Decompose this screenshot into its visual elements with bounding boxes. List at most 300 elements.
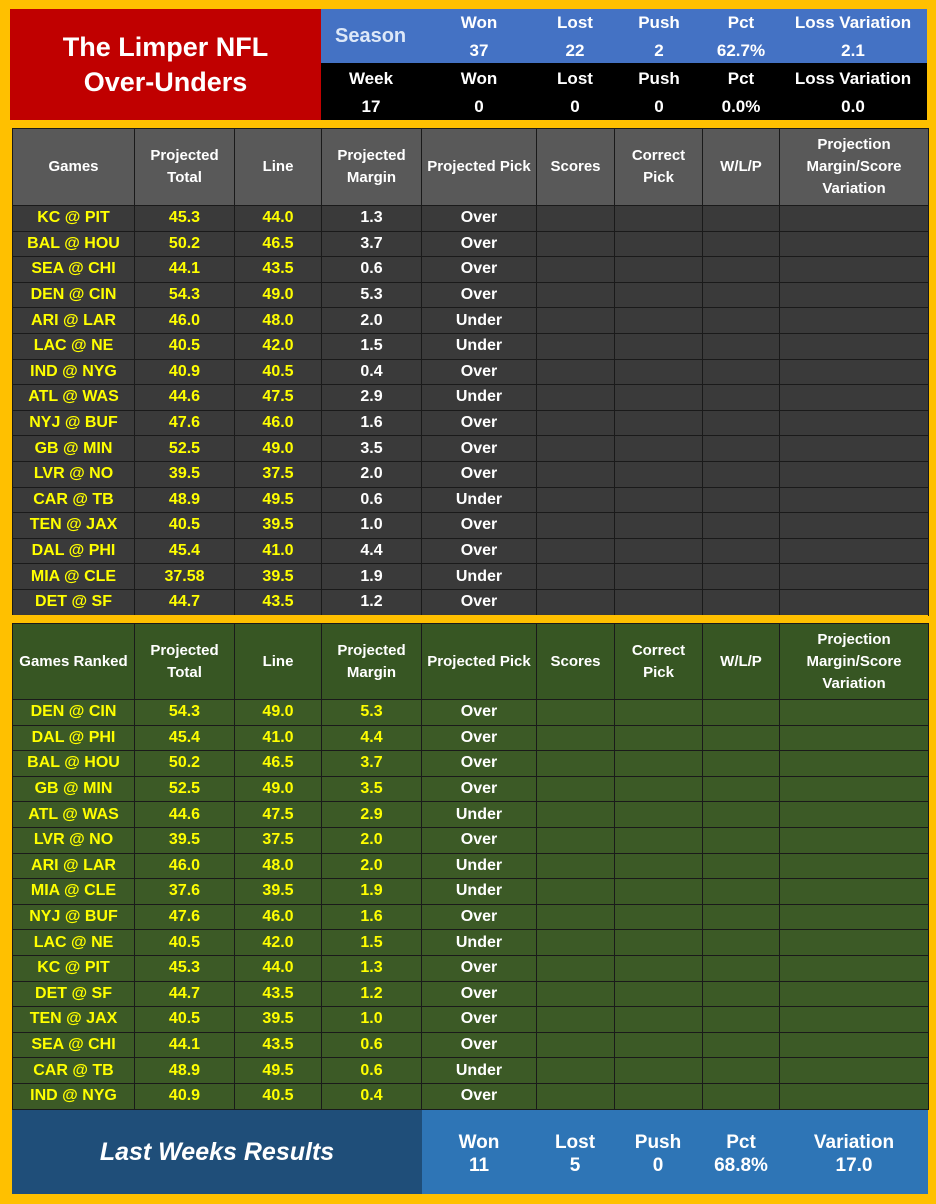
- line-cell: 47.5: [235, 385, 322, 411]
- projected-pick-cell: Over: [422, 231, 537, 257]
- table-row: [13, 904, 929, 930]
- header-projected-margin: Projected Margin: [322, 624, 422, 700]
- projected-margin-cell: 0.6: [322, 487, 422, 513]
- line-cell: 46.5: [235, 231, 322, 257]
- season-summary: [321, 9, 927, 63]
- correct-pick-cell: [615, 930, 703, 956]
- title-line-2: Over-Unders: [83, 66, 248, 97]
- wlp-cell: [703, 385, 780, 411]
- wlp-cell: [703, 257, 780, 283]
- line-cell: 39.5: [235, 564, 322, 590]
- correct-pick-cell: [615, 461, 703, 487]
- wlp-cell: [703, 879, 780, 905]
- season-pct-header: Pct: [727, 13, 755, 32]
- projected-total-cell: 54.3: [135, 282, 235, 308]
- wlp-cell: [703, 461, 780, 487]
- wlp-cell: [703, 853, 780, 879]
- projected-margin-cell: 2.9: [322, 385, 422, 411]
- scores-cell: [537, 589, 615, 615]
- correct-pick-cell: [615, 955, 703, 981]
- scores-cell: [537, 513, 615, 539]
- projected-pick-cell: Over: [422, 513, 537, 539]
- table-row: [13, 257, 929, 283]
- projected-total-cell: 48.9: [135, 487, 235, 513]
- correct-pick-cell: [615, 206, 703, 232]
- projected-total-cell: 39.5: [135, 461, 235, 487]
- variation-cell: [780, 359, 929, 385]
- wlp-cell: [703, 564, 780, 590]
- table-row: [13, 1032, 929, 1058]
- variation-cell: [780, 436, 929, 462]
- game-cell: DET @ SF: [13, 981, 135, 1007]
- projected-margin-cell: 1.3: [322, 206, 422, 232]
- scores-cell: [537, 436, 615, 462]
- footer-variation-value: 17.0: [835, 1155, 873, 1176]
- wlp-cell: [703, 231, 780, 257]
- projected-total-cell: 54.3: [135, 700, 235, 726]
- projected-total-cell: 52.5: [135, 436, 235, 462]
- projected-margin-cell: 1.0: [322, 513, 422, 539]
- projected-margin-cell: 2.9: [322, 802, 422, 828]
- game-cell: MIA @ CLE: [13, 564, 135, 590]
- table-row: [13, 1083, 929, 1109]
- table-row: [13, 827, 929, 853]
- correct-pick-cell: [615, 359, 703, 385]
- last-weeks-results-label: Last Weeks Results: [12, 1110, 422, 1194]
- section-divider: [12, 615, 928, 623]
- scores-cell: [537, 827, 615, 853]
- projected-pick-cell: Over: [422, 981, 537, 1007]
- game-cell: ATL @ WAS: [13, 385, 135, 411]
- wlp-cell: [703, 751, 780, 777]
- wlp-cell: [703, 930, 780, 956]
- wlp-cell: [703, 359, 780, 385]
- line-cell: 46.0: [235, 904, 322, 930]
- scores-cell: [537, 410, 615, 436]
- wlp-cell: [703, 776, 780, 802]
- wlp-cell: [703, 1007, 780, 1033]
- line-cell: 40.5: [235, 1083, 322, 1109]
- variation-cell: [780, 853, 929, 879]
- projected-margin-cell: 1.6: [322, 410, 422, 436]
- table-row: [13, 410, 929, 436]
- line-cell: 39.5: [235, 1007, 322, 1033]
- variation-cell: [780, 1032, 929, 1058]
- season-loss-variation-header: Loss Variation: [794, 13, 912, 32]
- week-loss-variation-header: Loss Variation: [794, 69, 912, 88]
- game-cell: KC @ PIT: [13, 206, 135, 232]
- scores-cell: [537, 538, 615, 564]
- projected-pick-cell: Over: [422, 776, 537, 802]
- header-variation: Projection Margin/Score Variation: [780, 129, 929, 206]
- projected-pick-cell: Over: [422, 827, 537, 853]
- game-cell: LAC @ NE: [13, 333, 135, 359]
- variation-cell: [780, 1058, 929, 1084]
- variation-cell: [780, 538, 929, 564]
- projected-total-cell: 45.4: [135, 725, 235, 751]
- projected-total-cell: 45.3: [135, 955, 235, 981]
- correct-pick-cell: [615, 827, 703, 853]
- variation-cell: [780, 879, 929, 905]
- projected-margin-cell: 0.4: [322, 1083, 422, 1109]
- footer-pct-header: Pct: [726, 1132, 756, 1153]
- scores-cell: [537, 853, 615, 879]
- projected-total-cell: 37.58: [135, 564, 235, 590]
- line-cell: 42.0: [235, 930, 322, 956]
- line-cell: 43.5: [235, 257, 322, 283]
- scores-cell: [537, 1083, 615, 1109]
- game-cell: NYJ @ BUF: [13, 410, 135, 436]
- week-push-value: 0: [654, 97, 664, 116]
- line-cell: 43.5: [235, 981, 322, 1007]
- correct-pick-cell: [615, 725, 703, 751]
- projected-total-cell: 44.1: [135, 257, 235, 283]
- game-cell: ATL @ WAS: [13, 802, 135, 828]
- correct-pick-cell: [615, 904, 703, 930]
- header-correct-pick: Correct Pick: [615, 624, 703, 700]
- line-cell: 49.0: [235, 436, 322, 462]
- footer-pct-value: 68.8%: [714, 1155, 768, 1176]
- variation-cell: [780, 487, 929, 513]
- variation-cell: [780, 589, 929, 615]
- wlp-cell: [703, 1083, 780, 1109]
- projected-pick-cell: Under: [422, 308, 537, 334]
- wlp-cell: [703, 308, 780, 334]
- projected-margin-cell: 3.7: [322, 231, 422, 257]
- correct-pick-cell: [615, 1083, 703, 1109]
- scores-cell: [537, 564, 615, 590]
- header-projected-pick: Projected Pick: [422, 129, 537, 206]
- projected-total-cell: 44.1: [135, 1032, 235, 1058]
- scores-cell: [537, 930, 615, 956]
- title-line-1: The Limper NFL: [62, 31, 269, 62]
- projected-margin-cell: 2.0: [322, 461, 422, 487]
- header-wlp: W/L/P: [703, 624, 780, 700]
- correct-pick-cell: [615, 802, 703, 828]
- projected-pick-cell: Under: [422, 930, 537, 956]
- correct-pick-cell: [615, 700, 703, 726]
- line-cell: 49.5: [235, 487, 322, 513]
- projected-margin-cell: 0.4: [322, 359, 422, 385]
- projected-total-cell: 37.6: [135, 879, 235, 905]
- projected-pick-cell: Under: [422, 802, 537, 828]
- projected-pick-cell: Over: [422, 206, 537, 232]
- header-wlp: W/L/P: [703, 129, 780, 206]
- projected-pick-cell: Under: [422, 487, 537, 513]
- season-lost-value: 22: [565, 41, 585, 60]
- game-cell: TEN @ JAX: [13, 1007, 135, 1033]
- projected-total-cell: 40.9: [135, 1083, 235, 1109]
- wlp-cell: [703, 827, 780, 853]
- wlp-cell: [703, 955, 780, 981]
- table-row: [13, 879, 929, 905]
- projected-margin-cell: 2.0: [322, 853, 422, 879]
- scores-cell: [537, 257, 615, 283]
- game-cell: KC @ PIT: [13, 955, 135, 981]
- variation-cell: [780, 930, 929, 956]
- correct-pick-cell: [615, 751, 703, 777]
- games-table-header-row: [13, 129, 929, 206]
- variation-cell: [780, 776, 929, 802]
- projected-total-cell: 52.5: [135, 776, 235, 802]
- game-cell: LVR @ NO: [13, 461, 135, 487]
- projected-total-cell: 44.6: [135, 385, 235, 411]
- game-cell: ARI @ LAR: [13, 853, 135, 879]
- projected-margin-cell: 1.0: [322, 1007, 422, 1033]
- header-correct-pick: Correct Pick: [615, 129, 703, 206]
- line-cell: 48.0: [235, 308, 322, 334]
- game-cell: ARI @ LAR: [13, 308, 135, 334]
- wlp-cell: [703, 513, 780, 539]
- projected-margin-cell: 1.9: [322, 879, 422, 905]
- line-cell: 47.5: [235, 802, 322, 828]
- wlp-cell: [703, 904, 780, 930]
- header-projected-total: Projected Total: [135, 624, 235, 700]
- variation-cell: [780, 308, 929, 334]
- correct-pick-cell: [615, 879, 703, 905]
- scores-cell: [537, 776, 615, 802]
- scores-cell: [537, 231, 615, 257]
- variation-cell: [780, 751, 929, 777]
- week-won-header: Won: [460, 69, 498, 88]
- scores-cell: [537, 282, 615, 308]
- scores-cell: [537, 206, 615, 232]
- game-cell: MIA @ CLE: [13, 879, 135, 905]
- projected-total-cell: 39.5: [135, 827, 235, 853]
- header-scores: Scores: [537, 129, 615, 206]
- correct-pick-cell: [615, 1058, 703, 1084]
- line-cell: 48.0: [235, 853, 322, 879]
- correct-pick-cell: [615, 436, 703, 462]
- projected-pick-cell: Over: [422, 1032, 537, 1058]
- projected-pick-cell: Over: [422, 257, 537, 283]
- game-cell: CAR @ TB: [13, 487, 135, 513]
- footer-variation: [792, 1131, 916, 1177]
- correct-pick-cell: [615, 1032, 703, 1058]
- game-cell: DEN @ CIN: [13, 282, 135, 308]
- footer-push-header: Push: [634, 1132, 682, 1153]
- games-table-body: [13, 206, 929, 616]
- game-cell: CAR @ TB: [13, 1058, 135, 1084]
- projected-pick-cell: Over: [422, 904, 537, 930]
- table-row: [13, 436, 929, 462]
- week-label: Week: [348, 69, 394, 88]
- table-row: [13, 981, 929, 1007]
- projected-pick-cell: Over: [422, 1083, 537, 1109]
- variation-cell: [780, 725, 929, 751]
- game-cell: TEN @ JAX: [13, 513, 135, 539]
- season-loss-variation-value: 2.1: [841, 41, 865, 60]
- variation-cell: [780, 904, 929, 930]
- projected-margin-cell: 1.5: [322, 333, 422, 359]
- projected-total-cell: 45.3: [135, 206, 235, 232]
- variation-cell: [780, 1083, 929, 1109]
- week-number: 17: [361, 97, 381, 116]
- season-won-header: Won: [460, 13, 498, 32]
- wlp-cell: [703, 206, 780, 232]
- table-row: [13, 1058, 929, 1084]
- game-cell: BAL @ HOU: [13, 231, 135, 257]
- projected-total-cell: 47.6: [135, 904, 235, 930]
- game-cell: LVR @ NO: [13, 827, 135, 853]
- table-row: [13, 513, 929, 539]
- season-push-value: 2: [654, 41, 664, 60]
- title-banner: [10, 9, 321, 120]
- projected-total-cell: 50.2: [135, 231, 235, 257]
- scores-cell: [537, 1007, 615, 1033]
- projected-margin-cell: 2.0: [322, 308, 422, 334]
- game-cell: IND @ NYG: [13, 359, 135, 385]
- variation-cell: [780, 802, 929, 828]
- projected-total-cell: 45.4: [135, 538, 235, 564]
- correct-pick-cell: [615, 410, 703, 436]
- wlp-cell: [703, 410, 780, 436]
- scores-cell: [537, 955, 615, 981]
- scores-cell: [537, 879, 615, 905]
- scores-cell: [537, 1058, 615, 1084]
- line-cell: 43.5: [235, 589, 322, 615]
- projected-total-cell: 47.6: [135, 410, 235, 436]
- line-cell: 39.5: [235, 879, 322, 905]
- game-cell: BAL @ HOU: [13, 751, 135, 777]
- projected-pick-cell: Over: [422, 725, 537, 751]
- projected-pick-cell: Over: [422, 461, 537, 487]
- table-row: [13, 1007, 929, 1033]
- week-summary: [321, 63, 927, 120]
- table-row: [13, 206, 929, 232]
- wlp-cell: [703, 436, 780, 462]
- game-cell: SEA @ CHI: [13, 257, 135, 283]
- week-lost-header: Lost: [557, 69, 593, 88]
- scores-cell: [537, 904, 615, 930]
- projected-total-cell: 46.0: [135, 853, 235, 879]
- header-games: Games: [13, 129, 135, 206]
- projected-margin-cell: 3.7: [322, 751, 422, 777]
- projected-pick-cell: Over: [422, 538, 537, 564]
- wlp-cell: [703, 700, 780, 726]
- header-variation: Projection Margin/Score Variation: [780, 624, 929, 700]
- projected-margin-cell: 1.5: [322, 930, 422, 956]
- projected-pick-cell: Under: [422, 1058, 537, 1084]
- games-ranked-table: [12, 623, 929, 1110]
- wlp-cell: [703, 589, 780, 615]
- game-cell: GB @ MIN: [13, 776, 135, 802]
- table-row: [13, 385, 929, 411]
- table-row: [13, 802, 929, 828]
- correct-pick-cell: [615, 333, 703, 359]
- line-cell: 49.0: [235, 282, 322, 308]
- footer-push-value: 0: [652, 1155, 664, 1176]
- line-cell: 46.0: [235, 410, 322, 436]
- scores-cell: [537, 981, 615, 1007]
- line-cell: 49.0: [235, 776, 322, 802]
- projected-margin-cell: 1.3: [322, 955, 422, 981]
- game-cell: DET @ SF: [13, 589, 135, 615]
- games-table: [12, 128, 929, 616]
- table-row: [13, 461, 929, 487]
- header-projected-total: Projected Total: [135, 129, 235, 206]
- variation-cell: [780, 564, 929, 590]
- game-cell: DEN @ CIN: [13, 700, 135, 726]
- projected-margin-cell: 1.6: [322, 904, 422, 930]
- correct-pick-cell: [615, 231, 703, 257]
- correct-pick-cell: [615, 564, 703, 590]
- projected-pick-cell: Under: [422, 853, 537, 879]
- footer-pct: [696, 1131, 786, 1177]
- wlp-cell: [703, 487, 780, 513]
- scores-cell: [537, 725, 615, 751]
- game-cell: DAL @ PHI: [13, 538, 135, 564]
- line-cell: 49.5: [235, 1058, 322, 1084]
- game-cell: DAL @ PHI: [13, 725, 135, 751]
- projected-margin-cell: 0.6: [322, 1032, 422, 1058]
- table-row: [13, 308, 929, 334]
- scores-cell: [537, 461, 615, 487]
- table-row: [13, 725, 929, 751]
- wlp-cell: [703, 802, 780, 828]
- line-cell: 43.5: [235, 1032, 322, 1058]
- header-scores: Scores: [537, 624, 615, 700]
- scores-cell: [537, 700, 615, 726]
- variation-cell: [780, 1007, 929, 1033]
- line-cell: 37.5: [235, 461, 322, 487]
- projected-pick-cell: Over: [422, 282, 537, 308]
- projected-margin-cell: 1.2: [322, 981, 422, 1007]
- projected-pick-cell: Over: [422, 1007, 537, 1033]
- footer-variation-header: Variation: [813, 1132, 895, 1153]
- line-cell: 49.0: [235, 700, 322, 726]
- table-row: [13, 776, 929, 802]
- projected-total-cell: 46.0: [135, 308, 235, 334]
- variation-cell: [780, 206, 929, 232]
- footer-lost: [530, 1131, 620, 1177]
- projected-total-cell: 48.9: [135, 1058, 235, 1084]
- wlp-cell: [703, 333, 780, 359]
- projected-total-cell: 44.6: [135, 802, 235, 828]
- season-won-value: 37: [469, 41, 489, 60]
- projected-margin-cell: 4.4: [322, 538, 422, 564]
- projected-pick-cell: Over: [422, 751, 537, 777]
- line-cell: 39.5: [235, 513, 322, 539]
- line-cell: 41.0: [235, 725, 322, 751]
- projected-margin-cell: 1.9: [322, 564, 422, 590]
- header-projected-pick: Projected Pick: [422, 624, 537, 700]
- game-cell: GB @ MIN: [13, 436, 135, 462]
- correct-pick-cell: [615, 513, 703, 539]
- season-label: Season: [335, 25, 407, 47]
- projected-pick-cell: Over: [422, 955, 537, 981]
- game-cell: NYJ @ BUF: [13, 904, 135, 930]
- week-pct-header: Pct: [727, 69, 755, 88]
- projected-margin-cell: 3.5: [322, 436, 422, 462]
- table-row: [13, 564, 929, 590]
- line-cell: 44.0: [235, 206, 322, 232]
- correct-pick-cell: [615, 308, 703, 334]
- header-projected-margin: Projected Margin: [322, 129, 422, 206]
- scores-cell: [537, 359, 615, 385]
- projected-pick-cell: Over: [422, 359, 537, 385]
- projected-margin-cell: 5.3: [322, 700, 422, 726]
- line-cell: 41.0: [235, 538, 322, 564]
- correct-pick-cell: [615, 853, 703, 879]
- season-push-header: Push: [638, 13, 680, 32]
- variation-cell: [780, 410, 929, 436]
- variation-cell: [780, 700, 929, 726]
- correct-pick-cell: [615, 589, 703, 615]
- projected-pick-cell: Over: [422, 436, 537, 462]
- projected-pick-cell: Under: [422, 385, 537, 411]
- projected-total-cell: 44.7: [135, 981, 235, 1007]
